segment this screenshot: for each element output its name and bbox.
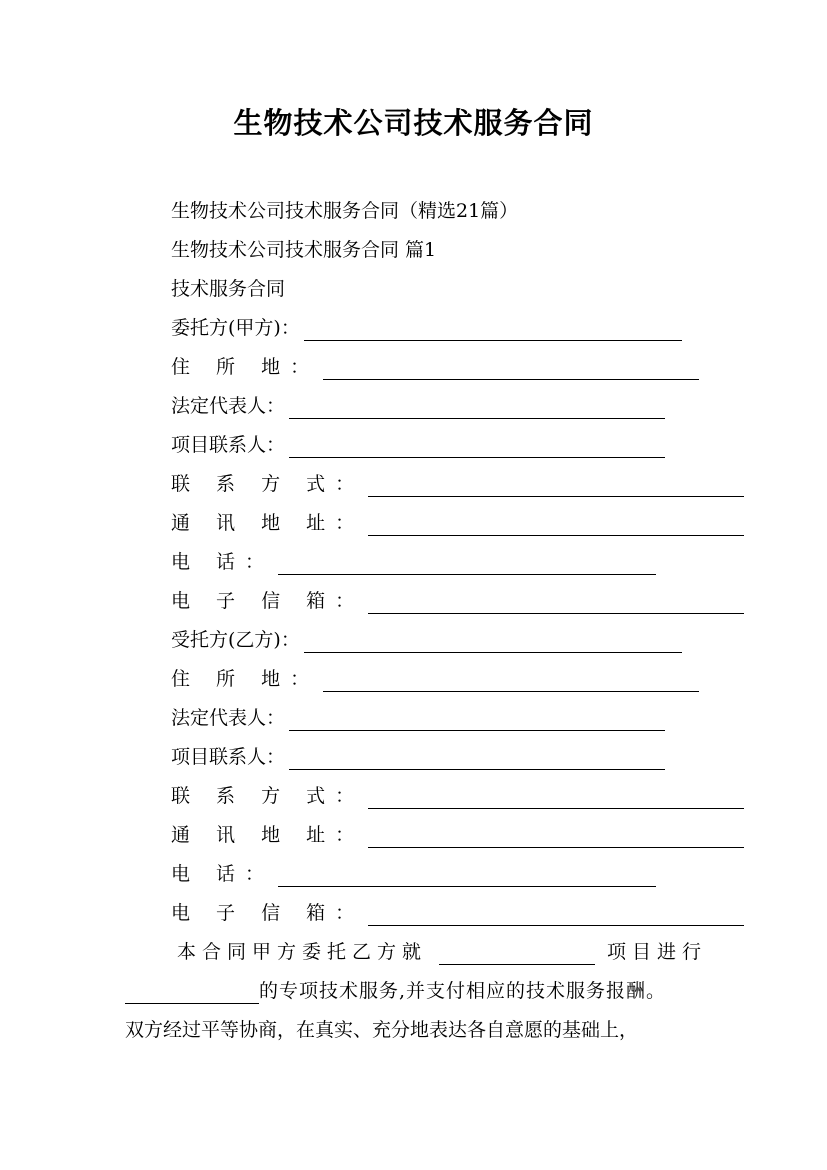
party-b-phone-row [171,861,656,887]
party-b-address-blank[interactable] [323,673,699,692]
party-b-email-label: 电 子 信 箱： [171,902,365,924]
party-a-address-blank[interactable] [323,361,699,380]
party-a-contact-person-row [171,432,665,458]
party-b-legal-rep-blank[interactable] [289,712,665,731]
party-a-contact-method-row [171,471,744,497]
party-a-label: 委托方(甲方)： [171,317,300,339]
party-a-email-blank[interactable] [368,595,744,614]
party-b-legal-rep-label: 法定代表人： [171,707,286,729]
contract-name-line: 技术服务合同 [171,278,286,300]
section-heading: 生物技术公司技术服务合同 篇1 [171,239,437,261]
party-b-contact-method-label: 联 系 方 式： [171,785,365,807]
party-a-contact-method-blank[interactable] [368,478,744,497]
party-a-mail-address-row [171,510,744,536]
party-b-contact-person-blank[interactable] [289,751,665,770]
party-b-email-blank[interactable] [368,907,744,926]
party-a-phone-label: 电 话： [171,551,275,573]
party-a-name-blank[interactable] [304,322,682,341]
party-b-name-blank[interactable] [304,634,682,653]
body-line-3: 双方经过平等协商，在真实、充分地表达各自意愿的基础上， [125,1019,639,1041]
party-a-contact-person-label: 项目联系人： [171,434,286,456]
party-b-phone-blank[interactable] [278,868,656,887]
party-a-legal-rep-blank[interactable] [289,400,665,419]
party-b-contact-person-label: 项目联系人： [171,746,286,768]
party-a-legal-rep-label: 法定代表人： [171,395,286,417]
party-b-legal-rep-row [171,705,665,731]
party-a-mail-address-label: 通 讯 地 址： [171,512,365,534]
party-a-contact-method-label: 联 系 方 式： [171,473,365,495]
party-a-email-row [171,588,744,614]
party-a-address-label: 住 所 地： [171,356,320,378]
party-b-contact-person-row [171,744,665,770]
document-title: 生物技术公司技术服务合同 [233,106,594,140]
party-a-phone-row [171,549,656,575]
party-b-address-row [171,666,699,692]
party-b-mail-address-blank[interactable] [368,829,744,848]
party-b-mail-address-label: 通 讯 地 址： [171,824,365,846]
body-text-1b: 项目进行 [606,941,707,963]
party-a-label-row [171,315,682,341]
party-b-mail-address-row [171,822,744,848]
party-b-label-row [171,627,682,653]
body-line-1 [125,939,707,965]
project-name-blank[interactable] [439,946,595,965]
body-text-1a: 本合同甲方委托乙方就 [177,941,428,963]
body-text-2: 的专项技术服务,并支付相应的技术服务报酬。 [259,980,667,1002]
party-b-contact-method-blank[interactable] [368,790,744,809]
party-b-label: 受托方(乙方)： [171,629,300,651]
party-a-phone-blank[interactable] [278,556,656,575]
party-b-phone-label: 电 话： [171,863,275,885]
party-a-contact-person-blank[interactable] [289,439,665,458]
body-line-2 [125,978,707,1004]
party-a-address-row [171,354,699,380]
party-b-email-row [171,900,744,926]
party-a-mail-address-blank[interactable] [368,517,744,536]
party-b-contact-method-row [171,783,744,809]
service-scope-blank[interactable] [125,985,259,1004]
party-b-address-label: 住 所 地： [171,668,320,690]
party-a-email-label: 电 子 信 箱： [171,590,365,612]
subtitle-line: 生物技术公司技术服务合同（精选21篇） [171,200,519,222]
party-a-legal-rep-row [171,393,665,419]
